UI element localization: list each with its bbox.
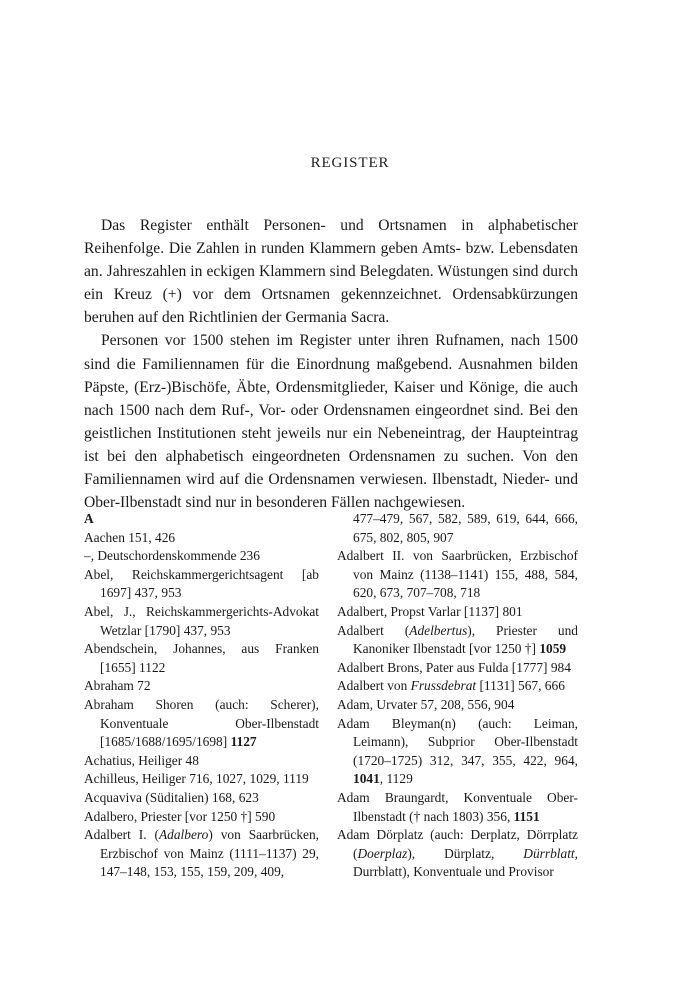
register-entry	[337, 622, 578, 659]
introduction	[84, 214, 578, 514]
main-reference: 1041	[353, 771, 380, 787]
entry-text: ), Dürplatz,	[407, 845, 524, 861]
register-entry: Achatius, Heiliger 48	[84, 752, 199, 768]
entry-text: Adam Dörplatz (auch: Derplatz, Dörrplatz (	[337, 827, 578, 861]
entry-text: Abraham Shoren (auch: Scherer), Konventuale Ober-Ilbenstadt [1685/1688/1695/1698]	[84, 696, 319, 750]
intro-paragraph: Personen vor 1500 stehen im Register unter ihren Rufnamen, nach 1500 sind die Familiennamen für die Einordnung maßgebend. Ausnahmen bilden Päpste, (Erz-)Bischöfe, Äbte, Ordensmitglieder, Kaiser und Könige, die auch nach 1500 nach dem Ruf-, Vor- oder Ordensnamen eingeordnet sind. Bei den geistlichen Institutionen steht jeweils nur ein Nebeneintrag, der Haupteintrag ist bei den alphabetisch eingeordneten Ordensnamen zu suchen. Von den Familiennamen wird auf die Ordensnamen verwiesen. Ilbenstadt, Nieder- und Ober-Ilbenstadt sind nur in besonderen Fällen nachgewiesen.	[84, 332, 578, 512]
entry-text: ) von Saarbrücken, Erzbischof von Mainz (1111–1137) 29, 147–148, 153, 155, 159, 209, 409,	[100, 827, 320, 880]
register-entry: Abel, Reichskammergerichtsagent [ab 1697] 437, 953	[84, 566, 319, 601]
register-entry: Achilleus, Heiliger 716, 1027, 1029, 1119	[84, 771, 309, 787]
name-variant: Adalbero	[158, 827, 209, 843]
register-entry: Adalbert Brons, Pater aus Fulda [1777] 984	[337, 659, 571, 675]
register-entry	[337, 789, 578, 826]
name-variant: Adelbertus	[409, 622, 468, 638]
name-variant: Frussdebrat	[410, 678, 477, 694]
section-letter: A	[84, 511, 94, 526]
register-column-right	[337, 510, 578, 882]
register-entry: Adalbero, Priester [vor 1250 †] 590	[84, 808, 276, 824]
register-entry	[84, 826, 319, 882]
entry-text: Adalbert (	[337, 622, 410, 638]
register-entry: Aachen 151, 426	[84, 529, 176, 545]
register-entry	[337, 677, 578, 696]
entry-text: Adam Braungardt, Konventuale Ober-Ilbenstadt († nach 1803) 356,	[337, 789, 578, 824]
entry-text: ), Priester und Kanoniker Ilbenstadt [vor 1250 †]	[353, 622, 578, 657]
entry-text: Adalbert I. (	[84, 827, 159, 843]
entry-text: Adam Bleyman(n) (auch: Leiman, Leimann), Subprior Ober-Ilbenstadt (1720–1725) 312, 347, 355, 422, 964,	[337, 715, 578, 768]
entry-text: , 1129	[379, 771, 413, 787]
register-entry: Abraham 72	[84, 678, 151, 694]
name-variant: Dürrblatt	[523, 845, 575, 861]
main-reference: 1127	[230, 734, 257, 750]
intro-paragraph: Das Register enthält Personen- und Ortsnamen in alphabetischer Reihenfolge. Die Zahlen in runden Klammern geben Amts- bzw. Lebensdaten an. Jahreszahlen in eckigen Klammern sind Belegdaten. Wüstungen sind durch ein Kreuz (+) vor dem Ortsnamen gekennzeichnet. Ordensabkürzungen beruhen auf den Richtlinien der Germania Sacra.	[84, 217, 578, 327]
register-entry: –, Deutschordenskommende 236	[84, 548, 260, 564]
page-title: REGISTER	[310, 155, 390, 171]
register-entry: Acquaviva (Süditalien) 168, 623	[84, 789, 259, 805]
register-entry	[337, 715, 578, 789]
main-reference: 1151	[513, 808, 540, 824]
register-entry: Abendschein, Johannes, aus Franken [1655] 1122	[84, 641, 319, 675]
register-column-left	[84, 510, 319, 882]
register-entry: Abel, J., Reichskammergerichts-Advokat Wetzlar [1790] 437, 953	[84, 603, 319, 638]
register-entry: Adalbert, Propst Varlar [1137] 801	[337, 603, 523, 619]
name-variant: Doerplaz	[357, 845, 408, 861]
register-entry	[84, 696, 319, 752]
entry-text: , Durrblatt), Konventuale und Provisor	[353, 845, 578, 880]
entry-text: [1131] 567, 666	[476, 678, 565, 694]
register-entry: Adam, Urvater 57, 208, 556, 904	[337, 696, 515, 712]
main-reference: 1059	[539, 641, 567, 657]
register-entry	[337, 826, 578, 882]
register-entry: Adalbert II. von Saarbrücken, Erzbischof von Mainz (1138–1141) 155, 488, 584, 620, 673, 707–708, 718	[337, 548, 578, 601]
entry-text: Adalbert von	[337, 678, 411, 694]
register-entry-continuation: 477–479, 567, 582, 589, 619, 644, 666, 675, 802, 805, 907	[353, 511, 578, 545]
